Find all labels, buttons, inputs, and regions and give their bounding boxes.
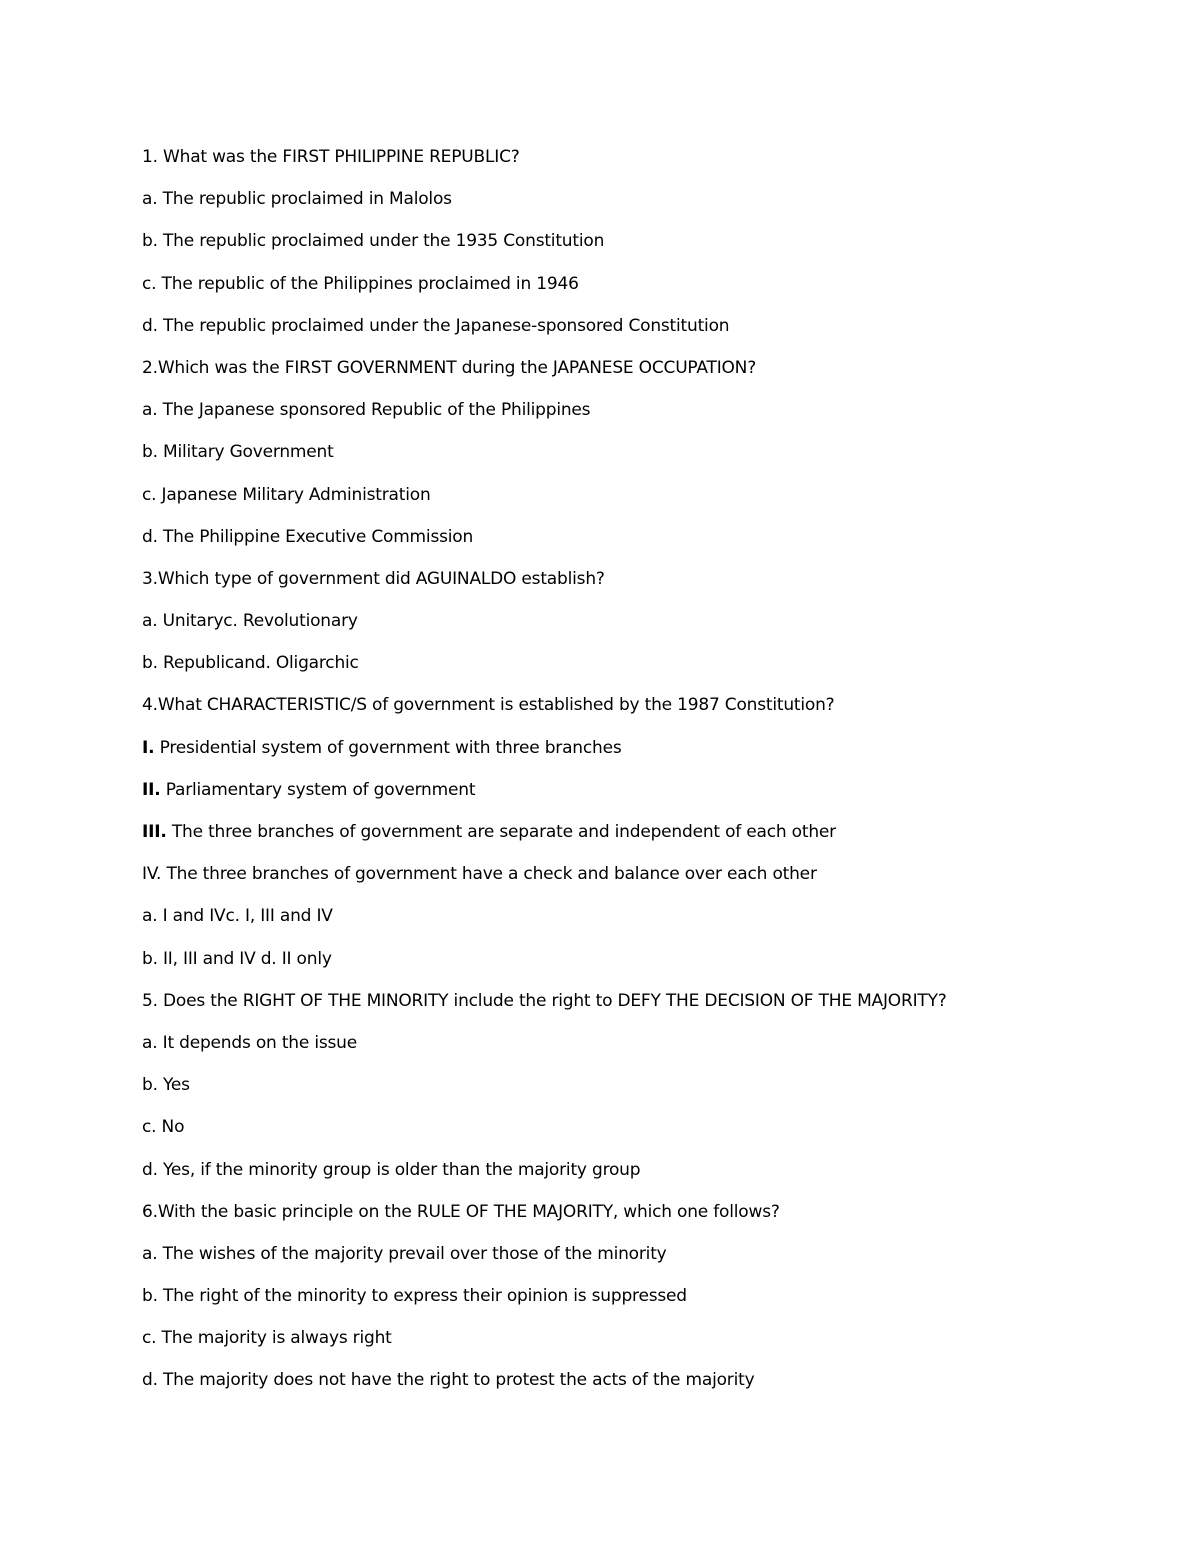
question-1-option-b: b. The republic proclaimed under the 1935 Constitution [142, 231, 605, 252]
question-4: 4.What CHARACTERISTIC/S of government is established by the 1987 Constitution? [142, 695, 835, 716]
question-4-options-bd: b. II, III and IV d. II only [142, 948, 332, 969]
question-1-option-c: c. The republic of the Philippines proclaimed in 1946 [142, 273, 579, 294]
question-4-statement-ii [142, 777, 1142, 819]
question-6: 6.With the basic principle on the RULE OF THE MAJORITY, which one follows? [142, 1201, 780, 1222]
question-2-option-b: b. Military Government [142, 442, 334, 463]
question-5-option-d: d. Yes, if the minority group is older than the majority group [142, 1159, 641, 1180]
statement-text: Presidential system of government with three branches [154, 737, 622, 758]
question-1: 1. What was the FIRST PHILIPPINE REPUBLIC? [142, 147, 520, 167]
question-3-options-ac: a. Unitaryc. Revolutionary [142, 611, 358, 632]
question-4-statement-i [142, 735, 1142, 777]
question-5-option-b: b. Yes [142, 1075, 190, 1096]
question-6-option-c: c. The majority is always right [142, 1328, 392, 1349]
question-5-option-a: a. It depends on the issue [142, 1032, 357, 1053]
question-5: 5. Does the RIGHT OF THE MINORITY include the right to DEFY THE DECISION OF THE MAJORITY? [142, 990, 947, 1011]
statement-text: Parliamentary system of government [160, 779, 476, 800]
question-4-options-ac: a. I and IVc. I, III and IV [142, 906, 333, 927]
question-4-statement-iii [142, 819, 1142, 861]
question-6-option-d: d. The majority does not have the right to protest the acts of the majority [142, 1370, 755, 1391]
question-2-option-d: d. The Philippine Executive Commission [142, 526, 474, 547]
question-2-option-c: c. Japanese Military Administration [142, 484, 431, 505]
question-6-option-a: a. The wishes of the majority prevail over those of the minority [142, 1243, 667, 1264]
question-5-option-c: c. No [142, 1117, 185, 1138]
question-6-option-b: b. The right of the minority to express their opinion is suppressed [142, 1286, 687, 1307]
question-3-options-bd: b. Republicand. Oligarchic [142, 653, 359, 674]
roman-numeral-ii: II. [142, 779, 161, 800]
document-body [142, 144, 1142, 1410]
question-4-statement-iv: IV. The three branches of government have a check and balance over each other [142, 864, 817, 885]
statement-text: The three branches of government are separate and independent of each other [166, 822, 836, 842]
question-2: 2.Which was the FIRST GOVERNMENT during the JAPANESE OCCUPATION? [142, 357, 757, 378]
question-3: 3.Which type of government did AGUINALDO establish? [142, 568, 605, 589]
roman-numeral-iii: III. [142, 822, 167, 842]
question-1-option-a: a. The republic proclaimed in Malolos [142, 189, 452, 210]
question-2-option-a: a. The Japanese sponsored Republic of the Philippines [142, 400, 591, 421]
question-1-option-d: d. The republic proclaimed under the Japanese-sponsored Constitution [142, 315, 730, 336]
roman-numeral-i: I. [142, 737, 155, 758]
